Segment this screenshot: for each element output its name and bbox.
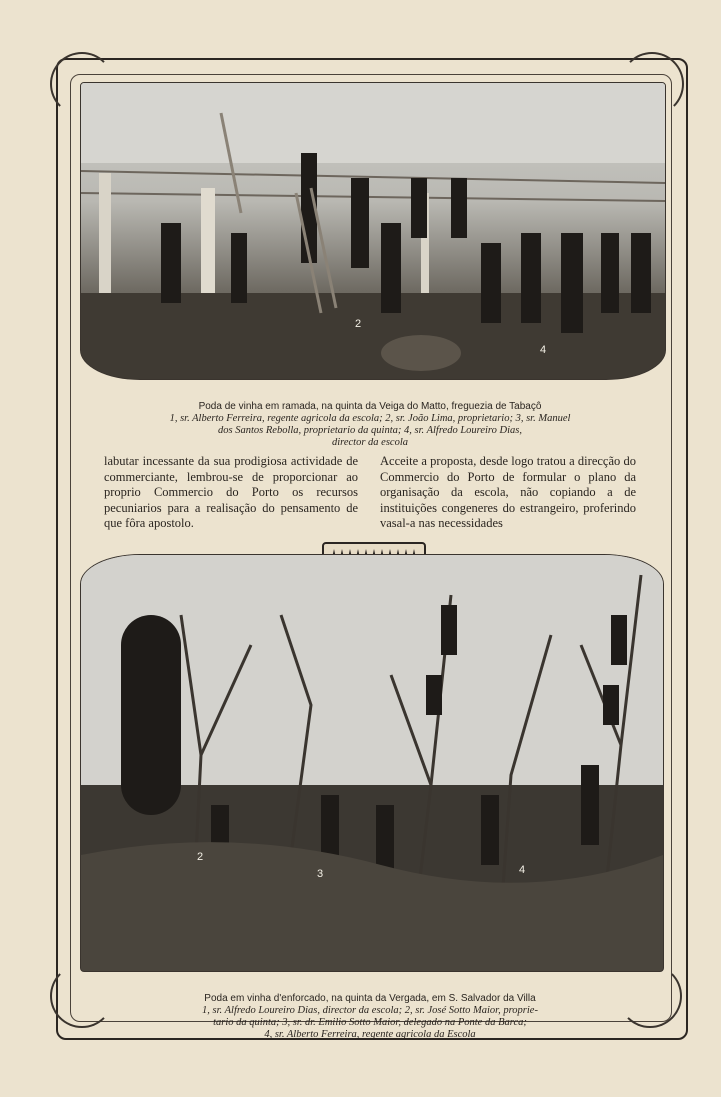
vineyard-pruning-photo-top (80, 82, 666, 380)
top-caption-line-2: dos Santos Rebolla, proprietario da quinta; 4, sr. Alfredo Loureiro Dias, (218, 425, 522, 436)
person-label-2: 2 (355, 318, 362, 330)
person-label-2: 2 (197, 851, 204, 863)
top-caption-line-3: director da escola (331, 437, 408, 448)
tree-vineyard-illustration (81, 555, 663, 971)
bottom-caption-line-3: 4, sr. Alberto Ferreira, regente agricola da Escola (264, 1029, 476, 1040)
person-label-3: 3 (317, 868, 324, 880)
bottom-caption-title: Poda em vinha d'enforcado, na quinta da Vergada, em S. Salvador da Villa (204, 993, 536, 1004)
bottom-caption-line-1: 1, sr. Alfredo Loureiro Dias, director da escola; 2, sr. José Sotto Maior, proprie- (202, 1005, 538, 1016)
body-paragraph-left: labutar incessante da sua prodigiosa actividade de commerciante, lembrou-se de proporcionar ao proprio Commercio do Porto os recursos pecuniarios para a realisação do pensamento de que fôra apostolo. (104, 454, 358, 530)
bottom-photo-caption (100, 993, 640, 1041)
top-caption-line-1: 1, sr. Alberto Ferreira, regente agricola da escola; 2, sr. João Lima, proprietario; 3, sr. Manuel (169, 413, 571, 424)
body-paragraph-right: Acceite a proposta, desde logo tratou a direcção do Commercio do Porto de formular o plano da organisação da escola, não copiando a de instituições congeneres do estrangeiro, proferindo vasal-a nas necessidades (380, 454, 636, 530)
person-label-4: 4 (519, 864, 526, 876)
vineyard-scene-illustration (81, 83, 665, 379)
bottom-caption-line-2: tario da quinta; 3, sr. dr. Emilio Sotto Maior, delegado na Ponte da Barca; (213, 1017, 527, 1028)
body-text-left-column (104, 454, 358, 532)
top-caption-title: Poda de vinha em ramada, na quinta da Veiga do Matto, freguezia de Tabaçô (198, 401, 542, 412)
body-text-right-column (380, 454, 636, 532)
person-label-4: 4 (540, 344, 547, 356)
top-photo-caption (100, 401, 640, 449)
vineyard-pruning-photo-bottom (80, 554, 664, 972)
